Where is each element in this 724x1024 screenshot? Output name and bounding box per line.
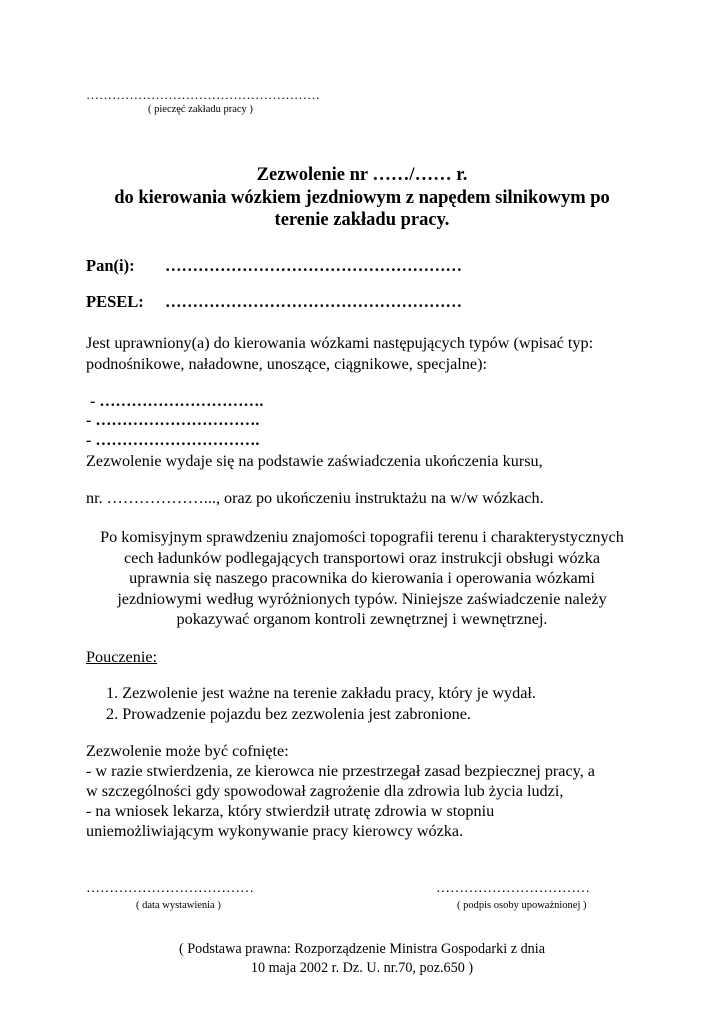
legal-basis-line1: ( Podstawa prawna: Rozporządzenie Ministra Gospodarki z dnia — [178, 941, 545, 957]
verification-text-line: uprawnia się naszego pracownika do kierowania i operowania wózkami — [129, 569, 595, 587]
revocation-text-line: w szczególności gdy spowodował zagrożenie dla zdrowia lub życia ludzi, — [86, 782, 564, 800]
stamp-caption: ( pieczęć zakładu pracy ) — [148, 104, 253, 115]
instruction-item: 1. Zezwolenie jest ważne na terenie zakładu pracy, który je wydał. — [106, 684, 536, 702]
instruction-heading: Pouczenie: — [86, 648, 158, 666]
revocation-text-line: - na wniosek lekarza, który stwierdził utratę zdrowia w stopniu — [86, 802, 495, 820]
pan-field[interactable]: ……………………………………………… — [165, 256, 462, 275]
signature-field[interactable]: …………………………… — [436, 881, 590, 896]
verification-text-line: pokazywać organom kontroli zewnętrznej i wewnętrznej. — [176, 610, 548, 628]
vehicle-type-field[interactable]: - …………………………. — [86, 432, 260, 449]
pesel-field[interactable]: ……………………………………………… — [165, 292, 462, 311]
document-subtitle-line1: do kierowania wózkiem jezdniowym z napędem silnikowym po — [114, 188, 610, 208]
verification-text-line: jezdniowymi według wyróżnionych typów. Niniejsze zaświadczenie należy — [117, 590, 607, 608]
authorization-text-line2: podnośnikowe, naładowne, unoszące, ciągnikowe, specjalne): — [86, 355, 487, 373]
verification-text-line: cech ładunków podlegających transportowi oraz instrukcji obsługi wózka — [123, 549, 601, 567]
document-subtitle-line2: terenie zakładu pracy. — [274, 210, 450, 230]
instruction-item: 2. Prowadzenie pojazdu bez zezwolenia jest zabronione. — [106, 705, 471, 723]
stamp-placeholder-line: ……………………………………………… — [86, 87, 320, 102]
certificate-number-line: nr. ………………..., oraz po ukończeniu instruktażu na w/w wózkach. — [86, 489, 544, 507]
revocation-text-line: - w razie stwierdzenia, ze kierowca nie przestrzegał zasad bezpiecznej pracy, a — [86, 762, 595, 780]
basis-text: Zezwolenie wydaje się na podstawie zaświadczenia ukończenia kursu, — [86, 452, 543, 470]
authorization-text-line1: Jest uprawniony(a) do kierowania wózkami następujących typów (wpisać typ: — [86, 334, 594, 352]
revocation-text-line: Zezwolenie może być cofnięte: — [86, 742, 289, 760]
pan-label: Pan(i): — [86, 256, 135, 275]
issue-date-field[interactable]: ……………………………… — [86, 881, 254, 896]
issue-date-caption: ( data wystawienia ) — [136, 900, 221, 911]
signature-caption: ( podpis osoby upoważnionej ) — [457, 900, 587, 911]
document-title: Zezwolenie nr ……/…… r. — [256, 165, 468, 185]
revocation-text-line: uniemożliwiającym wykonywanie pracy kierowcy wózka. — [86, 822, 464, 840]
vehicle-type-field[interactable]: - …………………………. — [86, 412, 260, 429]
pesel-label: PESEL: — [86, 292, 144, 311]
verification-text-line: Po komisyjnym sprawdzeniu znajomości topografii terenu i charakterystycznych — [100, 528, 624, 546]
legal-basis-line2: 10 maja 2002 r. Dz. U. nr.70, poz.650 ) — [250, 960, 474, 976]
vehicle-type-field[interactable]: - …………………………. — [90, 393, 264, 410]
